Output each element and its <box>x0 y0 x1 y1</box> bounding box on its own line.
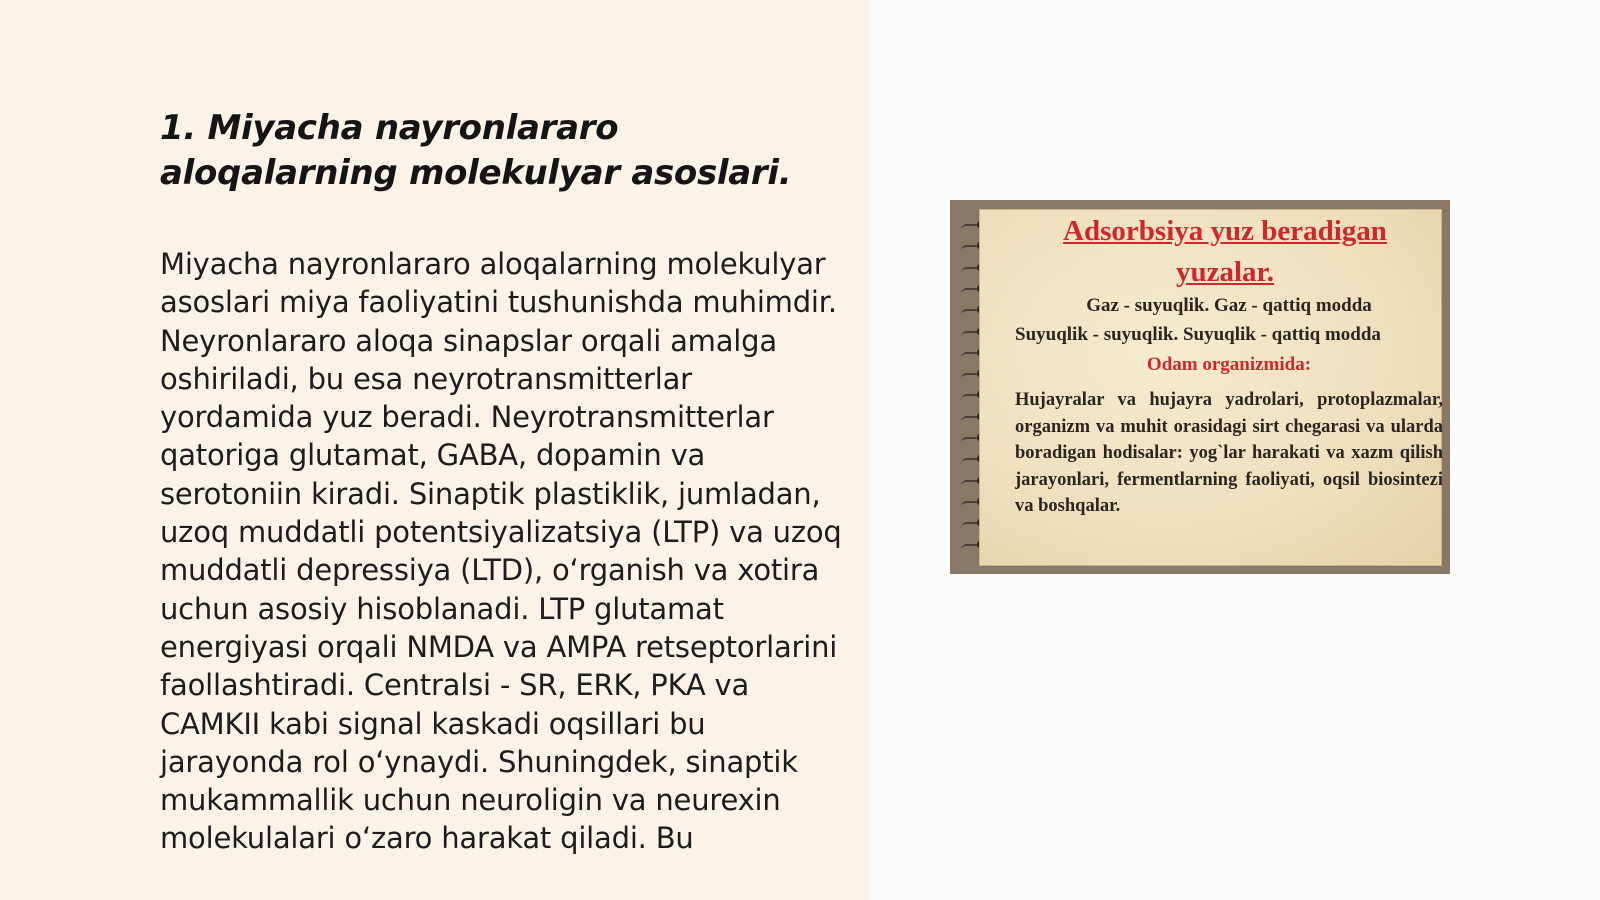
image-title: Adsorbsiya yuz beradigan yuzalar. <box>1063 215 1387 288</box>
image-line-gas: Gaz - suyuqlik. Gaz - qattiq modda <box>1086 295 1372 316</box>
slide-heading: 1. Miyacha nayronlararo aloqalarning molekulyar asoslari. <box>160 108 792 193</box>
notebook-image <box>950 200 1450 574</box>
image-subheading: Odam organizmida: <box>1146 354 1312 375</box>
slide-body-text: Miyacha nayronlararo aloqalarning molekulyar asoslari miya faoliyatini tushunishda muhimdir. Neyronlararo aloqa sinapslar orqali amalga oshiriladi, bu esa neyrotransmitterlar yordamida yuz beradi. Neyrotransmitterlar qatoriga glutamat, GABA, dopamin va serotoniin kiradi. Sinaptik plastiklik, jumladan, uzoq muddatli potentsiyalizatsiya (LTP) va uzoq muddatli depressiya (LTD), o‘rganish va xotira uchun asosiy hisoblanadi. LTP glutamat energiyasi orqali NMDA va AMPA retseptorlarini faollashtiradi. Centralsi - SR, ERK, PKA va CAMKII kabi signal kaskadi oqsillari bu jarayonda rol o‘ynaydi. Shuningdek, sinaptik mukammallik uchun neuroligin va neurexin molekulalari o‘zaro harakat qiladi. Bu <box>160 247 842 856</box>
image-line-liquid: Suyuqlik - suyuqlik. Suyuqlik - qattiq modda <box>1015 324 1381 345</box>
image-paragraph: Hujayralar va hujayra yadrolari, protoplazmalar, organizm va muhit orasidagi sirt chegarasi va ularda boradigan hodisalar: yog`lar harakati va xazm qilish jarayonlari, fermentlarning faoliyati, oqsil biosintezi va boshqalar. <box>1015 390 1443 517</box>
notebook-page <box>979 209 1442 566</box>
